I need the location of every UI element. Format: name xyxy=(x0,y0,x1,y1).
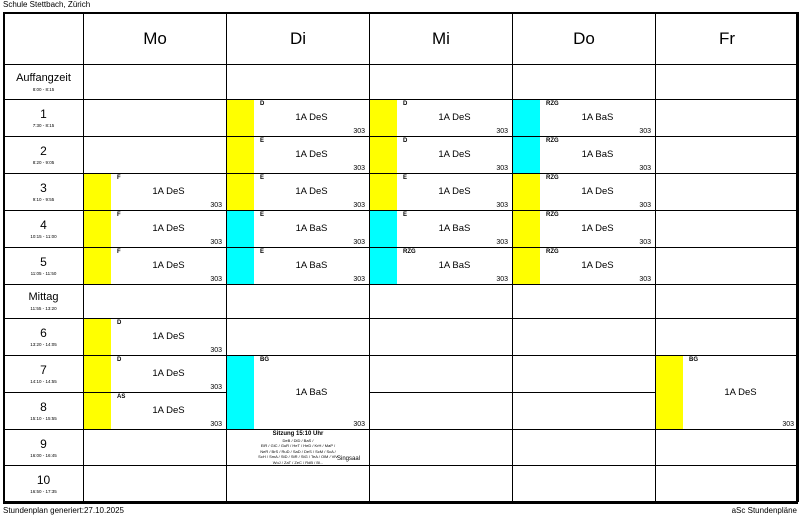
period-label: Mittag xyxy=(28,291,59,303)
day-header: Mo xyxy=(84,13,227,65)
period-header xyxy=(4,100,84,137)
lesson-room: 303 xyxy=(353,276,365,283)
lesson-room: 303 xyxy=(353,421,365,428)
lesson-room: 303 xyxy=(353,239,365,246)
day-header: Di xyxy=(227,13,370,65)
lesson-class: 1A DeS xyxy=(295,186,328,197)
timetable-cell[interactable] xyxy=(84,100,227,137)
lesson-color-bar xyxy=(513,248,540,284)
period-time: 14:10 - 14:55 xyxy=(30,379,57,384)
lesson-color-bar xyxy=(513,174,540,210)
corner-cell xyxy=(4,13,84,65)
period-header xyxy=(4,248,84,285)
meeting-room: Singsaal xyxy=(337,456,361,462)
lesson-subject: F xyxy=(117,249,121,255)
lesson-card[interactable] xyxy=(84,211,227,248)
meeting-line: DeB / DiD / BaS / xyxy=(282,437,314,443)
lesson-content xyxy=(370,211,512,247)
period-label: 5 xyxy=(40,255,47,269)
lesson-room: 303 xyxy=(496,239,508,246)
timetable-cell[interactable] xyxy=(513,65,656,100)
lesson-content xyxy=(370,174,512,210)
period-time: 15:10 - 15:55 xyxy=(30,416,57,421)
lesson-card[interactable] xyxy=(513,100,656,137)
lesson-subject: RZG xyxy=(546,138,559,144)
timetable-cell[interactable] xyxy=(227,466,370,502)
lesson-subject: RZG xyxy=(403,249,416,255)
lesson-color-bar xyxy=(227,211,254,247)
timetable-cell[interactable] xyxy=(656,285,799,319)
lesson-room: 303 xyxy=(496,165,508,172)
lesson-content xyxy=(227,211,369,247)
lesson-class: 1A DeS xyxy=(581,223,614,234)
lesson-room: 303 xyxy=(210,384,222,391)
lesson-room: 303 xyxy=(353,165,365,172)
lesson-color-bar xyxy=(513,211,540,247)
lesson-color-bar xyxy=(227,248,254,284)
lesson-content xyxy=(227,356,369,429)
lesson-subject: E xyxy=(403,212,408,218)
period-row xyxy=(4,137,799,174)
lesson-color-bar xyxy=(513,100,540,136)
lesson-room: 303 xyxy=(496,276,508,283)
lesson-card[interactable] xyxy=(513,211,656,248)
timetable-cell[interactable] xyxy=(513,285,656,319)
lesson-color-bar xyxy=(370,211,397,247)
lesson-content xyxy=(84,393,226,429)
lesson-card[interactable] xyxy=(227,211,370,248)
lesson-content xyxy=(84,248,226,284)
lesson-class: 1A DeS xyxy=(152,223,185,234)
period-time: 11:05 - 11:50 xyxy=(30,271,57,276)
period-header xyxy=(4,137,84,174)
lesson-subject: D xyxy=(403,138,408,144)
period-time: 8:20 - 9:05 xyxy=(32,160,55,165)
period-row xyxy=(4,466,799,502)
period-time: 8:00 - 8:15 xyxy=(32,86,55,92)
period-label: 6 xyxy=(40,326,47,340)
timetable-grid xyxy=(3,12,798,504)
lesson-card[interactable] xyxy=(227,356,370,430)
lesson-card[interactable] xyxy=(513,174,656,211)
timetable-cell[interactable] xyxy=(84,430,227,466)
period-row xyxy=(4,65,799,100)
lesson-subject: F xyxy=(117,212,121,218)
period-row xyxy=(4,211,799,248)
lesson-content xyxy=(513,100,655,136)
period-header xyxy=(4,211,84,248)
day-header: Fr xyxy=(656,13,799,65)
timetable-cell[interactable] xyxy=(513,430,656,466)
meeting-line: EiR / GiC / GuR / HeT / HeD / KrH / MaP / xyxy=(260,443,336,448)
lesson-room: 303 xyxy=(496,202,508,209)
meeting-title: Sitzung 15:10 Uhr xyxy=(272,431,324,437)
lesson-class: 1A DeS xyxy=(152,186,185,197)
meeting-line: ScH / SmA / StD / StR / StG / TeA / OlM / ViV xyxy=(258,454,338,459)
timetable-cell[interactable] xyxy=(370,65,513,100)
day-header: Do xyxy=(513,13,656,65)
lesson-class: 1A BaS xyxy=(438,223,471,234)
period-row xyxy=(4,285,799,319)
lesson-color-bar xyxy=(370,174,397,210)
timetable-cell[interactable] xyxy=(84,466,227,502)
period-header xyxy=(4,65,84,100)
lesson-room: 303 xyxy=(639,276,651,283)
meeting-line: NeR / BrS / RuD / SaD / DeS / ScM / ScA / xyxy=(260,448,336,454)
period-label: Auffangzeit xyxy=(16,71,71,84)
lesson-class: 1A DeS xyxy=(581,260,614,271)
lesson-class: 1A DeS xyxy=(152,368,185,379)
period-header xyxy=(4,319,84,356)
timetable-cell[interactable] xyxy=(656,319,799,356)
timetable-cell[interactable] xyxy=(513,319,656,356)
lesson-subject: E xyxy=(260,138,265,144)
timetable-cell[interactable] xyxy=(656,430,799,466)
period-time: 11:55 - 13:20 xyxy=(30,306,57,311)
lesson-card[interactable] xyxy=(227,137,370,174)
timetable-cell[interactable] xyxy=(513,356,656,393)
period-header xyxy=(4,393,84,430)
timetable-cell[interactable] xyxy=(656,65,799,100)
timetable-cell[interactable] xyxy=(84,65,227,100)
lesson-content xyxy=(227,174,369,210)
period-row xyxy=(4,319,799,356)
lesson-room: 303 xyxy=(639,128,651,135)
timetable-cell[interactable] xyxy=(513,393,656,430)
period-row xyxy=(4,430,799,466)
generated-date: Stundenplan generiert:27.10.2025 xyxy=(3,506,124,515)
timetable-cell[interactable] xyxy=(370,466,513,502)
period-label: 9 xyxy=(40,436,47,451)
lesson-subject: F xyxy=(117,175,121,181)
day-header: Mi xyxy=(370,13,513,65)
period-label: 2 xyxy=(40,144,47,158)
lesson-color-bar xyxy=(84,211,111,247)
lesson-room: 303 xyxy=(210,202,222,209)
lesson-content xyxy=(656,356,798,429)
lesson-class: 1A BaS xyxy=(295,387,328,398)
lesson-card[interactable] xyxy=(370,211,513,248)
lesson-content xyxy=(370,248,512,284)
lesson-color-bar xyxy=(227,356,254,429)
lesson-class: 1A DeS xyxy=(438,112,471,123)
lesson-color-bar xyxy=(84,356,111,392)
timetable-cell[interactable] xyxy=(370,356,513,393)
period-label: 7 xyxy=(40,363,47,377)
lesson-content xyxy=(370,137,512,173)
lesson-subject: BG xyxy=(689,357,698,363)
period-row xyxy=(4,248,799,285)
timetable-cell[interactable] xyxy=(656,100,799,137)
timetable-cell[interactable] xyxy=(227,285,370,319)
lesson-color-bar xyxy=(84,319,111,355)
lesson-room: 303 xyxy=(639,239,651,246)
lesson-room: 303 xyxy=(353,202,365,209)
timetable-cell[interactable] xyxy=(656,466,799,502)
timetable-cell[interactable] xyxy=(84,285,227,319)
period-label: 1 xyxy=(40,107,47,121)
lesson-class: 1A BaS xyxy=(581,149,614,160)
period-time: 13:20 - 14:05 xyxy=(30,342,57,347)
lesson-color-bar xyxy=(370,100,397,136)
lesson-content xyxy=(513,137,655,173)
period-label: 10 xyxy=(36,472,51,487)
timetable-cell[interactable] xyxy=(656,211,799,248)
lesson-content xyxy=(84,319,226,355)
period-label: 8 xyxy=(40,400,47,414)
lesson-subject: RZG xyxy=(546,101,559,107)
period-label: 3 xyxy=(40,181,47,195)
lesson-content xyxy=(84,211,226,247)
lesson-class: 1A DeS xyxy=(152,405,185,416)
lesson-color-bar xyxy=(227,100,254,136)
timetable-cell[interactable] xyxy=(370,285,513,319)
period-header xyxy=(4,174,84,211)
lesson-room: 303 xyxy=(782,421,794,428)
timetable-cell[interactable] xyxy=(513,466,656,502)
lesson-card[interactable] xyxy=(656,356,799,430)
lesson-content xyxy=(227,100,369,136)
lesson-color-bar xyxy=(656,356,683,429)
timetable-cell[interactable] xyxy=(227,65,370,100)
school-name: Schule Stettbach, Zürich xyxy=(3,0,91,9)
lesson-subject: AS xyxy=(117,394,126,400)
timetable-cell[interactable] xyxy=(656,248,799,285)
lesson-content xyxy=(84,356,226,392)
lesson-card[interactable] xyxy=(370,100,513,137)
timetable-cell[interactable] xyxy=(370,393,513,430)
period-time: 9:10 - 9:55 xyxy=(32,197,55,202)
timetable-cell[interactable] xyxy=(656,174,799,211)
lesson-color-bar xyxy=(84,393,111,429)
lesson-subject: E xyxy=(403,175,408,181)
lesson-class: 1A BaS xyxy=(295,223,328,234)
lesson-class: 1A DeS xyxy=(152,331,185,342)
lesson-card[interactable] xyxy=(84,174,227,211)
lesson-card[interactable] xyxy=(227,100,370,137)
period-header xyxy=(4,285,84,319)
period-row xyxy=(4,174,799,211)
lesson-class: 1A DeS xyxy=(581,186,614,197)
lesson-class: 1A DeS xyxy=(295,149,328,160)
lesson-card[interactable] xyxy=(513,137,656,174)
lesson-card[interactable] xyxy=(84,356,227,393)
lesson-subject: RZG xyxy=(546,249,559,255)
period-header xyxy=(4,356,84,393)
period-row xyxy=(4,356,799,393)
lesson-card[interactable] xyxy=(370,174,513,211)
meeting-participants xyxy=(257,432,339,465)
lesson-card[interactable] xyxy=(370,248,513,285)
lesson-color-bar xyxy=(84,174,111,210)
footer-brand: aSc Stundenpläne xyxy=(731,506,797,515)
period-time: 16:50 - 17:35 xyxy=(30,488,57,494)
timetable-cell[interactable] xyxy=(656,137,799,174)
lesson-room: 303 xyxy=(210,239,222,246)
lesson-room: 303 xyxy=(210,421,222,428)
lesson-room: 303 xyxy=(353,128,365,135)
lesson-card[interactable] xyxy=(84,248,227,285)
lesson-color-bar xyxy=(84,248,111,284)
lesson-content xyxy=(513,248,655,284)
lesson-color-bar xyxy=(227,137,254,173)
lesson-subject: BG xyxy=(260,357,269,363)
lesson-room: 303 xyxy=(639,202,651,209)
lesson-subject: RZG xyxy=(546,212,559,218)
lesson-subject: D xyxy=(260,101,265,107)
timetable-cell[interactable] xyxy=(370,430,513,466)
lesson-color-bar xyxy=(227,174,254,210)
lesson-content xyxy=(84,174,226,210)
lesson-room: 303 xyxy=(639,165,651,172)
lesson-color-bar xyxy=(370,248,397,284)
timetable-cell[interactable] xyxy=(227,319,370,356)
lesson-card[interactable] xyxy=(84,319,227,356)
period-time: 10:15 - 11:00 xyxy=(30,234,57,239)
lesson-card[interactable] xyxy=(84,393,227,430)
period-time: 7:30 - 8:15 xyxy=(32,123,55,128)
lesson-class: 1A DeS xyxy=(724,387,757,398)
lesson-subject: D xyxy=(403,101,408,107)
period-header xyxy=(4,430,84,466)
timetable-cell[interactable] xyxy=(370,319,513,356)
lesson-card[interactable] xyxy=(227,248,370,285)
lesson-class: 1A DeS xyxy=(438,149,471,160)
lesson-color-bar xyxy=(370,137,397,173)
lesson-subject: E xyxy=(260,249,265,255)
lesson-content xyxy=(513,211,655,247)
lesson-class: 1A BaS xyxy=(438,260,471,271)
lesson-subject: D xyxy=(117,357,122,363)
lesson-content xyxy=(513,174,655,210)
timetable-cell[interactable] xyxy=(84,137,227,174)
lesson-class: 1A BaS xyxy=(295,260,328,271)
lesson-subject: D xyxy=(117,320,122,326)
period-time: 16:00 - 16:45 xyxy=(30,452,57,458)
lesson-subject: E xyxy=(260,175,265,181)
lesson-class: 1A DeS xyxy=(438,186,471,197)
meeting-line: WoJ / ZaT / ZeC / RdB / Bl... xyxy=(272,459,324,465)
timetable xyxy=(3,12,799,502)
lesson-card[interactable] xyxy=(513,248,656,285)
lesson-color-bar xyxy=(513,137,540,173)
period-label: 4 xyxy=(40,218,47,232)
period-row xyxy=(4,100,799,137)
lesson-content xyxy=(370,100,512,136)
lesson-subject: RZG xyxy=(546,175,559,181)
period-header xyxy=(4,466,84,502)
meeting-card[interactable] xyxy=(227,430,370,466)
lesson-room: 303 xyxy=(210,276,222,283)
lesson-class: 1A BaS xyxy=(581,112,614,123)
lesson-card[interactable] xyxy=(227,174,370,211)
lesson-subject: E xyxy=(260,212,265,218)
lesson-content xyxy=(227,137,369,173)
lesson-card[interactable] xyxy=(370,137,513,174)
lesson-class: 1A DeS xyxy=(295,112,328,123)
lesson-room: 303 xyxy=(496,128,508,135)
lesson-room: 303 xyxy=(210,347,222,354)
lesson-class: 1A DeS xyxy=(152,260,185,271)
lesson-content xyxy=(227,248,369,284)
